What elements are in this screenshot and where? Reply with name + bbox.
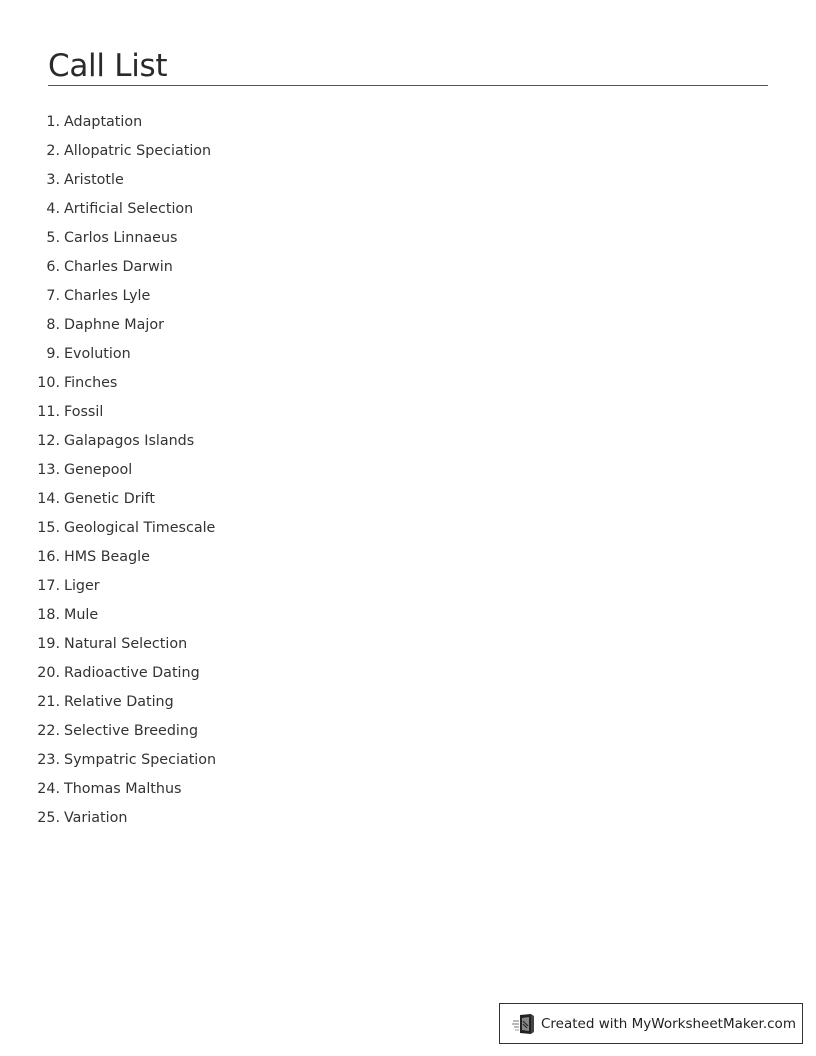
list-item (0, 256, 216, 285)
list-item (0, 459, 216, 488)
item-term: Sympatric Speciation (64, 752, 217, 768)
item-term: Selective Breeding (64, 723, 199, 739)
item-number: 18. (37, 607, 60, 623)
item-term: Liger (64, 578, 100, 594)
list-item (0, 662, 216, 691)
item-number: 22. (37, 723, 60, 739)
list-item (0, 198, 216, 227)
list-item (0, 604, 216, 633)
list-item (0, 169, 216, 198)
item-term: HMS Beagle (64, 549, 150, 565)
item-number: 4. (46, 201, 60, 217)
item-term: Natural Selection (64, 636, 188, 652)
item-term: Genepool (64, 462, 133, 478)
item-number: 10. (37, 375, 60, 391)
item-number: 9. (46, 346, 60, 362)
item-term: Charles Lyle (64, 288, 151, 304)
footer-text: Created with MyWorksheetMaker.com (541, 1015, 796, 1032)
list-item (0, 778, 216, 807)
item-term: Adaptation (64, 114, 143, 130)
item-term: Artificial Selection (64, 201, 194, 217)
item-number: 15. (37, 520, 60, 536)
item-number: 13. (37, 462, 60, 478)
item-term: Mule (64, 607, 99, 623)
list-item (0, 517, 216, 546)
item-number: 14. (37, 491, 60, 507)
item-number: 5. (46, 230, 60, 246)
list-item (0, 488, 216, 517)
item-term: Charles Darwin (64, 259, 173, 275)
item-term: Geological Timescale (64, 520, 216, 536)
list-item (0, 807, 216, 836)
item-number: 25. (37, 810, 60, 826)
item-term: Genetic Drift (64, 491, 155, 507)
item-number: 2. (46, 143, 60, 159)
footer-badge (499, 1003, 803, 1044)
item-number: 19. (37, 636, 60, 652)
list-item (0, 546, 216, 575)
list-item (0, 720, 216, 749)
list-item (0, 749, 216, 778)
call-list (0, 111, 216, 836)
item-number: 23. (37, 752, 60, 768)
item-term: Thomas Malthus (64, 781, 182, 797)
list-item (0, 691, 216, 720)
list-item (0, 314, 216, 343)
list-item (0, 227, 216, 256)
item-term: Daphne Major (64, 317, 165, 333)
item-term: Evolution (64, 346, 131, 362)
list-item (0, 140, 216, 169)
item-term: Radioactive Dating (64, 665, 200, 681)
item-term: Aristotle (64, 172, 124, 188)
item-term: Carlos Linnaeus (64, 230, 178, 246)
list-item (0, 633, 216, 662)
list-item (0, 575, 216, 604)
item-number: 7. (46, 288, 60, 304)
item-number: 24. (37, 781, 60, 797)
item-number: 21. (37, 694, 60, 710)
item-term: Allopatric Speciation (64, 143, 212, 159)
item-term: Relative Dating (64, 694, 174, 710)
list-item (0, 343, 216, 372)
list-item (0, 372, 216, 401)
item-number: 6. (46, 259, 60, 275)
list-item (0, 430, 216, 459)
item-term: Fossil (64, 404, 104, 420)
item-number: 1. (46, 114, 60, 130)
item-number: 12. (37, 433, 60, 449)
item-term: Finches (64, 375, 118, 391)
item-number: 11. (37, 404, 60, 420)
item-number: 3. (46, 172, 60, 188)
list-item (0, 285, 216, 314)
list-item (0, 401, 216, 430)
item-number: 8. (46, 317, 60, 333)
worksheet-door-icon (512, 1012, 536, 1036)
item-term: Variation (64, 810, 128, 826)
item-term: Galapagos Islands (64, 433, 195, 449)
list-item (0, 111, 216, 140)
item-number: 17. (37, 578, 60, 594)
item-number: 20. (37, 665, 60, 681)
page-title: Call List (48, 47, 768, 86)
item-number: 16. (37, 549, 60, 565)
